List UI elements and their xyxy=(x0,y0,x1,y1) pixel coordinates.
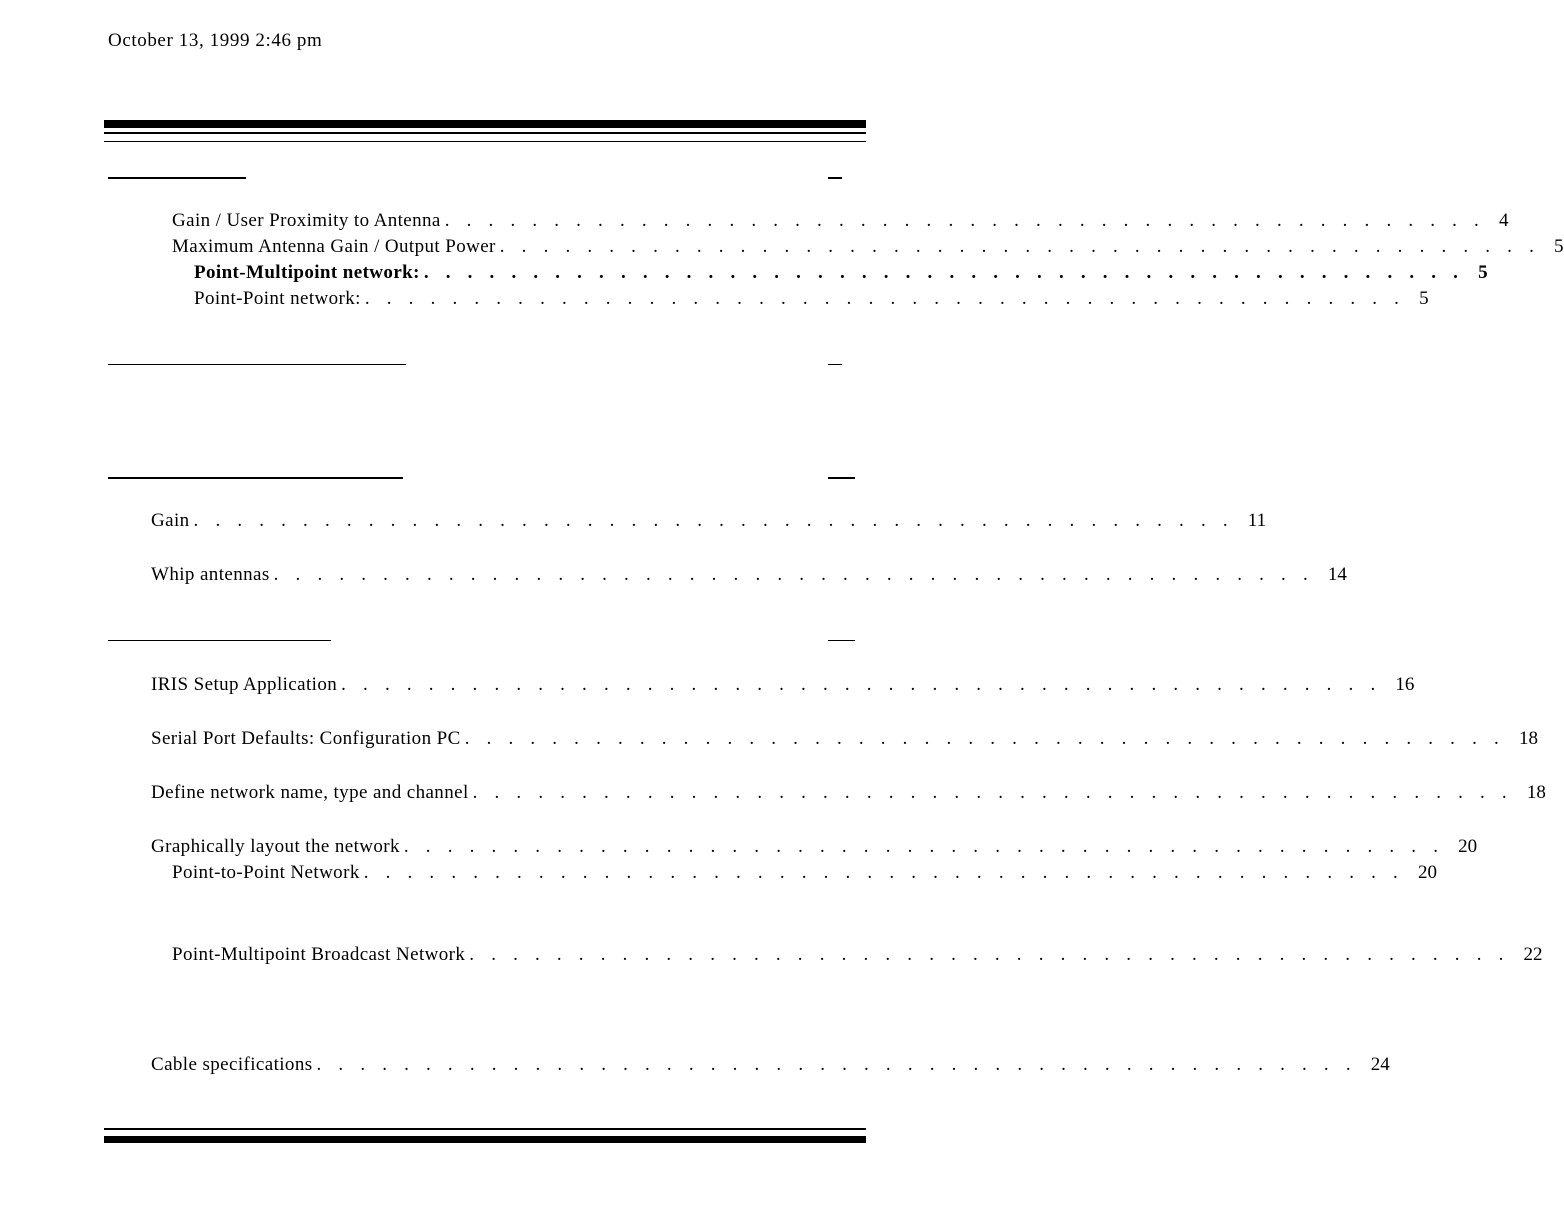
toc-leader-dots: . . . . . . . . . . . . . . . . . . . . . . . . . . . . . . . . . . . . . . . . . . . . . . . . xyxy=(363,862,1404,883)
section-heading-rule xyxy=(108,477,403,479)
toc-entry-title: IRIS Setup Application xyxy=(151,674,338,695)
toc-entry-page: 18 xyxy=(1526,782,1546,803)
toc-entry[interactable] xyxy=(194,288,1429,310)
toc-entry-title: Whip antennas xyxy=(151,564,270,585)
section-heading-rule xyxy=(108,177,246,179)
footer-thin-rule xyxy=(104,1128,866,1130)
toc-entry-page: 20 xyxy=(1458,836,1478,857)
toc-entry[interactable] xyxy=(151,836,1478,858)
toc-leader-dots: . . . . . . . . . . . . . . . . . . . . . . . . . . . . . . . . . . . . . . . . . . . . . . . . xyxy=(316,1054,1357,1075)
toc-entry-page: 5 xyxy=(1554,236,1564,257)
section-heading-rule xyxy=(108,640,331,641)
toc-entry-page: 11 xyxy=(1247,510,1267,531)
toc-entry-page: 24 xyxy=(1370,1054,1390,1075)
toc-leader-dots: . . . . . . . . . . . . . . . . . . . . . . . . . . . . . . . . . . . . . . . . . . . . . . . . xyxy=(423,262,1465,283)
toc-entry-page: 14 xyxy=(1327,564,1347,585)
toc-entry-title: Graphically layout the network xyxy=(151,836,400,857)
toc-leader-dots: . . . . . . . . . . . . . . . . . . . . . . . . . . . . . . . . . . . . . . . . . . . . . . . . xyxy=(403,836,1445,857)
section-page-rule xyxy=(828,364,842,365)
toc-entry[interactable] xyxy=(194,262,1488,284)
section-page-rule xyxy=(828,640,855,641)
toc-entry-title: Point-Multipoint network: xyxy=(194,262,420,283)
toc-entry[interactable] xyxy=(151,782,1546,804)
section-page-rule xyxy=(828,477,855,479)
toc-entry-page: 5 xyxy=(1478,262,1488,283)
header-thick-rule xyxy=(104,120,866,128)
toc-entry[interactable] xyxy=(172,236,1564,258)
toc-leader-dots: . . . . . . . . . . . . . . . . . . . . . . . . . . . . . . . . . . . . . . . . . . . . . . . . xyxy=(499,236,1541,257)
toc-leader-dots: . . . . . . . . . . . . . . . . . . . . . . . . . . . . . . . . . . . . . . . . . . . . . . . . xyxy=(444,210,1485,231)
header-thin-rule xyxy=(104,132,866,134)
toc-entry-page: 4 xyxy=(1499,210,1509,231)
toc-entry-title: Maximum Antenna Gain / Output Power xyxy=(172,236,496,257)
header-hairline-rule xyxy=(104,141,866,142)
toc-leader-dots: . . . . . . . . . . . . . . . . . . . . . . . . . . . . . . . . . . . . . . . . . . . . . . . . xyxy=(193,510,1234,531)
toc-entry-title: Gain / User Proximity to Antenna xyxy=(172,210,441,231)
toc-entry[interactable] xyxy=(151,728,1538,750)
toc-entry-title: Gain xyxy=(151,510,190,531)
page-header-date: October 13, 1999 2:46 pm xyxy=(108,30,323,51)
toc-entry-page: 20 xyxy=(1417,862,1437,883)
toc-entry[interactable] xyxy=(172,862,1437,884)
toc-leader-dots: . . . . . . . . . . . . . . . . . . . . . . . . . . . . . . . . . . . . . . . . . . . . . . . . xyxy=(273,564,1314,585)
toc-entry-title: Point-Multipoint Broadcast Network xyxy=(172,944,466,965)
toc-entry[interactable] xyxy=(151,674,1415,696)
toc-entry[interactable] xyxy=(151,564,1347,586)
toc-entry[interactable] xyxy=(172,944,1543,966)
toc-entry-title: Point-Point network: xyxy=(194,288,361,309)
section-page-rule xyxy=(828,177,842,179)
toc-leader-dots: . . . . . . . . . . . . . . . . . . . . . . . . . . . . . . . . . . . . . . . . . . . . . . . . xyxy=(364,288,1406,309)
toc-entry-title: Serial Port Defaults: Configuration PC xyxy=(151,728,461,749)
toc-leader-dots: . . . . . . . . . . . . . . . . . . . . . . . . . . . . . . . . . . . . . . . . . . . . . . . . xyxy=(341,674,1382,695)
toc-entry-title: Define network name, type and channel xyxy=(151,782,469,803)
toc-leader-dots: . . . . . . . . . . . . . . . . . . . . . . . . . . . . . . . . . . . . . . . . . . . . . . . . xyxy=(464,728,1505,749)
toc-entry[interactable] xyxy=(151,1054,1390,1076)
toc-entry-title: Cable specifications xyxy=(151,1054,313,1075)
toc-entry-page: 22 xyxy=(1523,944,1543,965)
footer-thick-rule xyxy=(104,1136,866,1143)
toc-entry-page: 5 xyxy=(1419,288,1429,309)
toc-entry[interactable] xyxy=(172,210,1509,232)
section-heading-rule xyxy=(108,364,406,365)
toc-leader-dots: . . . . . . . . . . . . . . . . . . . . . . . . . . . . . . . . . . . . . . . . . . . . . . . . xyxy=(472,782,1513,803)
toc-entry-page: 16 xyxy=(1395,674,1415,695)
toc-entry-page: 18 xyxy=(1518,728,1538,749)
toc-entry[interactable] xyxy=(151,510,1267,532)
toc-leader-dots: . . . . . . . . . . . . . . . . . . . . . . . . . . . . . . . . . . . . . . . . . . . . . . . . xyxy=(469,944,1510,965)
toc-entry-title: Point-to-Point Network xyxy=(172,862,360,883)
